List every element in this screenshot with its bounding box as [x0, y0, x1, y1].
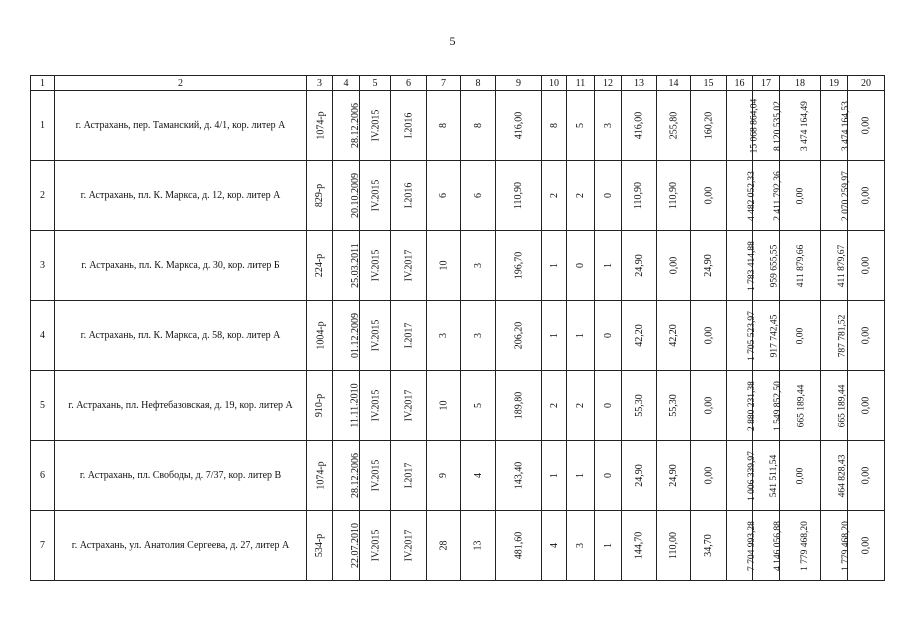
cell-value: 24,90 [633, 464, 645, 487]
column-header-3: 3 [307, 76, 333, 91]
row-number-cell: 4 [31, 301, 55, 371]
cell-value: 1 705 523,97 [746, 311, 757, 361]
cell-c5 [360, 231, 391, 301]
cell-c5 [360, 511, 391, 581]
cell-c3 [307, 511, 333, 581]
column-header-12: 12 [595, 76, 622, 91]
table-row [31, 371, 885, 441]
address-cell: г. Астрахань, ул. Анатолия Сергеева, д. 27, литер А [55, 511, 307, 581]
column-header-20: 20 [848, 76, 885, 91]
cell-value: 0,00 [795, 187, 805, 205]
cell-c5 [360, 161, 391, 231]
cell-value: 416,00 [633, 111, 645, 140]
cell-value: 3 474 164,53 [840, 101, 851, 151]
column-header-9: 9 [496, 76, 542, 91]
cell-c15 [691, 511, 727, 581]
cell-value: 1 [575, 333, 586, 338]
cell-value: 10 [438, 260, 449, 271]
cell-c12 [595, 231, 622, 301]
cell-value: 110,00 [667, 531, 679, 560]
cell-value: 8 120 535,02 [772, 101, 783, 151]
cell-value: 11.11.2010 [349, 383, 361, 428]
cell-c13 [622, 511, 657, 581]
row-number-cell: 3 [31, 231, 55, 301]
cell-value: 0,00 [860, 256, 872, 275]
cell-c9 [496, 441, 542, 511]
cell-c11 [567, 161, 595, 231]
cell-c3 [307, 441, 333, 511]
column-header-5: 5 [360, 76, 391, 91]
cell-value: 411 879,67 [837, 244, 848, 288]
cell-c3 [307, 161, 333, 231]
cell-c9 [496, 91, 542, 161]
cell-c16 [727, 231, 757, 301]
cell-c3 [307, 301, 333, 371]
cell-c9 [496, 301, 542, 371]
cell-c20 [848, 91, 885, 161]
cell-value: 144,70 [633, 531, 645, 560]
cell-c8 [461, 301, 496, 371]
cell-value: 9 [438, 473, 449, 478]
address-cell: г. Астрахань, пл. Нефтебазовская, д. 19, кор. литер А [55, 371, 307, 441]
cell-value: 534-р [314, 533, 325, 558]
cell-c19 [821, 91, 851, 161]
column-header-8: 8 [461, 76, 496, 91]
cell-value: 464 828,43 [837, 454, 848, 498]
cell-value: 55,30 [633, 394, 645, 417]
cell-c5 [360, 301, 391, 371]
cell-c14 [657, 301, 691, 371]
cell-c19 [821, 161, 851, 231]
cell-value: 25.03.2011 [349, 243, 361, 288]
cell-c12 [595, 301, 622, 371]
cell-c5 [360, 441, 391, 511]
cell-c10 [542, 511, 567, 581]
cell-value: 0,00 [860, 116, 872, 135]
cell-c6 [391, 91, 427, 161]
cell-value: 28.12.2006 [350, 103, 361, 148]
table-row [31, 231, 885, 301]
cell-value: 1 006 339,97 [746, 451, 757, 501]
cell-c10 [542, 161, 567, 231]
cell-c6 [391, 511, 427, 581]
cell-value: 0 [602, 193, 614, 198]
cell-value: 2 880 231,38 [746, 381, 757, 431]
cell-c19 [821, 441, 848, 511]
cell-value: 2 [575, 193, 586, 198]
column-header-7: 7 [427, 76, 461, 91]
cell-c8 [461, 231, 496, 301]
cell-c14 [657, 371, 691, 441]
cell-value: 0,00 [860, 466, 872, 485]
cell-c9 [496, 511, 542, 581]
cell-value: 3 [575, 543, 586, 548]
cell-value: 1004-р [315, 321, 327, 350]
cell-value: 255,80 [668, 111, 679, 140]
column-header-13: 13 [622, 76, 657, 91]
cell-value: 1 549 852,50 [772, 381, 783, 431]
cell-c12 [595, 161, 622, 231]
cell-c5 [360, 371, 391, 441]
cell-c13 [622, 161, 657, 231]
cell-value: 665 189,44 [796, 384, 807, 428]
column-header-15: 15 [691, 76, 727, 91]
cell-value: 2 411 792,36 [772, 171, 783, 221]
cell-c13 [622, 441, 657, 511]
cell-value: 1 783 414,88 [746, 241, 757, 291]
cell-value: 2 [548, 403, 560, 408]
cell-value: 24,90 [668, 464, 679, 487]
cell-c9 [496, 231, 542, 301]
cell-value: 0,00 [860, 186, 872, 205]
cell-value: 665 189,44 [837, 384, 848, 428]
cell-value: 110,90 [633, 181, 645, 210]
cell-c18 [780, 231, 821, 301]
cell-value: I.2016 [403, 112, 414, 139]
cell-value: 3 [472, 263, 484, 268]
cell-value: 34,70 [703, 534, 714, 557]
cell-c18 [780, 301, 821, 371]
cell-c6 [391, 231, 427, 301]
cell-c10 [542, 91, 567, 161]
cell-value: I.2016 [403, 182, 414, 209]
cell-c15 [691, 441, 727, 511]
data-table [30, 75, 885, 581]
cell-c10 [542, 301, 567, 371]
row-number-cell: 7 [31, 511, 55, 581]
cell-value: I.2017 [403, 322, 414, 349]
cell-value: 411 879,66 [796, 244, 807, 288]
cell-c4 [333, 91, 360, 161]
column-header-17: 17 [753, 76, 780, 91]
cell-value: 2 [575, 403, 586, 408]
address-cell: г. Астрахань, пер. Таманский, д. 4/1, кор. литер А [55, 91, 307, 161]
cell-value: 1 [548, 263, 560, 268]
cell-value: 206,20 [513, 321, 524, 350]
cell-value: 110,90 [667, 181, 679, 210]
cell-c20 [848, 161, 885, 231]
cell-c19 [821, 301, 848, 371]
cell-value: 4 [548, 543, 560, 548]
cell-value: 24,90 [703, 254, 714, 277]
column-header-19: 19 [821, 76, 848, 91]
cell-value: 28 [438, 540, 449, 551]
cell-c20 [848, 301, 885, 371]
cell-value: IV.2015 [370, 179, 382, 212]
cell-value: 13 [472, 540, 484, 551]
cell-value: 1 [548, 333, 560, 338]
cell-value: 1074-р [315, 111, 327, 140]
cell-value: 1074-р [315, 461, 327, 490]
cell-c12 [595, 371, 622, 441]
header-row [31, 76, 885, 91]
cell-c3 [307, 371, 333, 441]
cell-c6 [391, 441, 427, 511]
cell-c8 [461, 511, 496, 581]
cell-value: 787 781,52 [837, 314, 848, 358]
row-number-cell: 6 [31, 441, 55, 511]
cell-value: 143,40 [513, 461, 524, 490]
address-cell: г. Астрахань, пл. К. Маркса, д. 12, кор. литер А [55, 161, 307, 231]
cell-c18 [780, 91, 821, 161]
cell-c18 [780, 371, 821, 441]
cell-value: 5 [472, 403, 484, 408]
cell-value: 55,30 [668, 394, 679, 417]
cell-value: 4 482 052,33 [746, 171, 757, 221]
cell-value: 4 146 056,88 [772, 521, 783, 571]
cell-value: IV.2015 [370, 109, 382, 142]
cell-value: IV.2015 [370, 319, 382, 352]
cell-c12 [595, 91, 622, 161]
cell-c4 [333, 161, 360, 231]
cell-c13 [622, 91, 657, 161]
cell-value: 541 511,54 [769, 454, 780, 498]
cell-c20 [848, 511, 885, 581]
cell-value: I.2017 [403, 462, 414, 489]
cell-c12 [595, 511, 622, 581]
cell-value: 1 779 468,20 [799, 521, 810, 571]
cell-value: 0 [602, 473, 614, 478]
cell-value: IV.2017 [402, 389, 414, 422]
column-header-11: 11 [567, 76, 595, 91]
cell-c16 [727, 301, 757, 371]
cell-value: 8 [438, 123, 449, 128]
cell-value: 481,60 [513, 531, 524, 560]
column-header-2: 2 [55, 76, 307, 91]
cell-value: 0,00 [795, 467, 805, 485]
cell-c11 [567, 231, 595, 301]
page-number: 5 [449, 34, 456, 48]
cell-value: 20.10.2009 [350, 173, 361, 218]
cell-c13 [622, 231, 657, 301]
table-row [31, 441, 885, 511]
cell-value: 910-р [314, 393, 325, 418]
cell-c14 [657, 511, 691, 581]
cell-c16 [727, 371, 757, 441]
column-header-1: 1 [31, 76, 55, 91]
cell-value: 2 [548, 193, 560, 198]
cell-c4 [333, 231, 360, 301]
cell-c10 [542, 231, 567, 301]
cell-value: IV.2015 [370, 459, 382, 492]
cell-c14 [657, 231, 691, 301]
column-header-6: 6 [391, 76, 427, 91]
cell-c7 [427, 91, 461, 161]
cell-c7 [427, 371, 461, 441]
cell-value: 6 [438, 193, 449, 198]
cell-c4 [333, 371, 360, 441]
cell-value: 42,20 [668, 324, 679, 347]
cell-value: 3 [438, 333, 449, 338]
cell-c10 [542, 441, 567, 511]
cell-value: 42,20 [633, 324, 645, 347]
cell-value: 160,20 [703, 111, 714, 140]
cell-c13 [622, 371, 657, 441]
cell-value: 8 [548, 123, 560, 128]
cell-c11 [567, 301, 595, 371]
cell-value: IV.2017 [402, 249, 414, 282]
cell-c11 [567, 441, 595, 511]
cell-value: 0,00 [795, 327, 805, 345]
cell-c15 [691, 231, 727, 301]
cell-value: 0,00 [668, 256, 679, 275]
column-header-16: 16 [727, 76, 753, 91]
cell-value: 6 [472, 193, 484, 198]
column-header-18: 18 [780, 76, 821, 91]
table-row [31, 301, 885, 371]
cell-c10 [542, 371, 567, 441]
cell-value: 2 070 259,97 [840, 171, 851, 221]
cell-value: 3 [472, 333, 484, 338]
cell-value: 1 [575, 473, 586, 478]
cell-c13 [622, 301, 657, 371]
cell-value: 0,00 [703, 396, 714, 415]
cell-c8 [461, 441, 496, 511]
cell-c16 [727, 91, 760, 161]
cell-c4 [333, 441, 360, 511]
cell-value: 1 [602, 263, 614, 268]
cell-c14 [657, 91, 691, 161]
cell-c11 [567, 511, 595, 581]
cell-value: 196,70 [513, 251, 524, 280]
cell-value: 0 [602, 403, 614, 408]
cell-value: IV.2017 [402, 529, 414, 562]
cell-value: 7 704 993,28 [746, 521, 757, 571]
cell-c14 [657, 161, 691, 231]
cell-c7 [427, 231, 461, 301]
cell-value: 15 068 864,04 [749, 98, 760, 154]
cell-c8 [461, 91, 496, 161]
cell-value: IV.2015 [370, 389, 382, 422]
cell-c12 [595, 441, 622, 511]
column-header-4: 4 [333, 76, 360, 91]
cell-c18 [780, 161, 821, 231]
cell-c6 [391, 371, 427, 441]
cell-c14 [657, 441, 691, 511]
cell-c3 [307, 231, 333, 301]
cell-c9 [496, 161, 542, 231]
cell-value: IV.2015 [370, 249, 382, 282]
cell-value: 24,90 [633, 254, 645, 277]
cell-value: 3 [602, 123, 614, 128]
address-cell: г. Астрахань, пл. Свободы, д. 7/37, кор. литер В [55, 441, 307, 511]
cell-value: 3 474 164,49 [799, 101, 810, 151]
cell-value: 0,00 [860, 326, 872, 345]
cell-value: 0 [602, 333, 614, 338]
cell-c18 [780, 511, 821, 581]
cell-c4 [333, 511, 360, 581]
cell-c19 [821, 231, 848, 301]
cell-c15 [691, 161, 727, 231]
cell-c7 [427, 161, 461, 231]
cell-c8 [461, 371, 496, 441]
cell-c3 [307, 91, 333, 161]
cell-c16 [727, 511, 757, 581]
cell-c4 [333, 301, 360, 371]
cell-value: IV.2015 [370, 529, 382, 562]
cell-c5 [360, 91, 391, 161]
cell-value: 8 [472, 123, 484, 128]
cell-value: 28.12.2006 [350, 453, 361, 498]
cell-value: 959 655,55 [769, 244, 780, 288]
cell-c15 [691, 91, 727, 161]
cell-c7 [427, 441, 461, 511]
cell-value: 1 [602, 543, 614, 548]
table-body [31, 91, 885, 581]
cell-value: 917 742,45 [769, 314, 780, 358]
cell-value: 0 [575, 263, 586, 268]
cell-value: 0,00 [860, 536, 872, 555]
row-number-cell: 1 [31, 91, 55, 161]
table-row [31, 511, 885, 581]
cell-value: 1 779 468,20 [840, 521, 851, 571]
cell-c11 [567, 91, 595, 161]
cell-value: 1 [548, 473, 560, 478]
cell-value: 829-р [314, 183, 325, 208]
column-header-14: 14 [657, 76, 691, 91]
cell-value: 110,90 [512, 181, 524, 210]
cell-c15 [691, 301, 727, 371]
cell-c16 [727, 161, 757, 231]
cell-c11 [567, 371, 595, 441]
cell-c19 [821, 371, 848, 441]
cell-value: 4 [472, 473, 484, 478]
cell-c6 [391, 301, 427, 371]
column-header-10: 10 [542, 76, 567, 91]
table-row [31, 161, 885, 231]
cell-c6 [391, 161, 427, 231]
cell-value: 5 [575, 123, 586, 128]
cell-c20 [848, 371, 885, 441]
row-number-cell: 5 [31, 371, 55, 441]
cell-c16 [727, 441, 757, 511]
address-cell: г. Астрахань, пл. К. Маркса, д. 58, кор. литер А [55, 301, 307, 371]
cell-c15 [691, 371, 727, 441]
cell-value: 22.07.2010 [350, 523, 361, 568]
cell-c9 [496, 371, 542, 441]
cell-value: 0,00 [703, 186, 714, 205]
cell-c7 [427, 511, 461, 581]
cell-value: 10 [438, 400, 449, 411]
cell-c7 [427, 301, 461, 371]
cell-value: 0,00 [703, 466, 714, 485]
cell-value: 189,80 [513, 391, 524, 420]
cell-c19 [821, 511, 851, 581]
cell-value: 0,00 [860, 396, 872, 415]
cell-c20 [848, 231, 885, 301]
table-row [31, 91, 885, 161]
row-number-cell: 2 [31, 161, 55, 231]
cell-value: 416,00 [513, 111, 524, 140]
cell-c18 [780, 441, 821, 511]
address-cell: г. Астрахань, пл. К. Маркса, д. 30, кор. литер Б [55, 231, 307, 301]
cell-value: 0,00 [703, 326, 714, 345]
cell-value: 01.12.2009 [350, 313, 361, 358]
cell-c20 [848, 441, 885, 511]
cell-value: 224-р [314, 253, 325, 278]
cell-c8 [461, 161, 496, 231]
